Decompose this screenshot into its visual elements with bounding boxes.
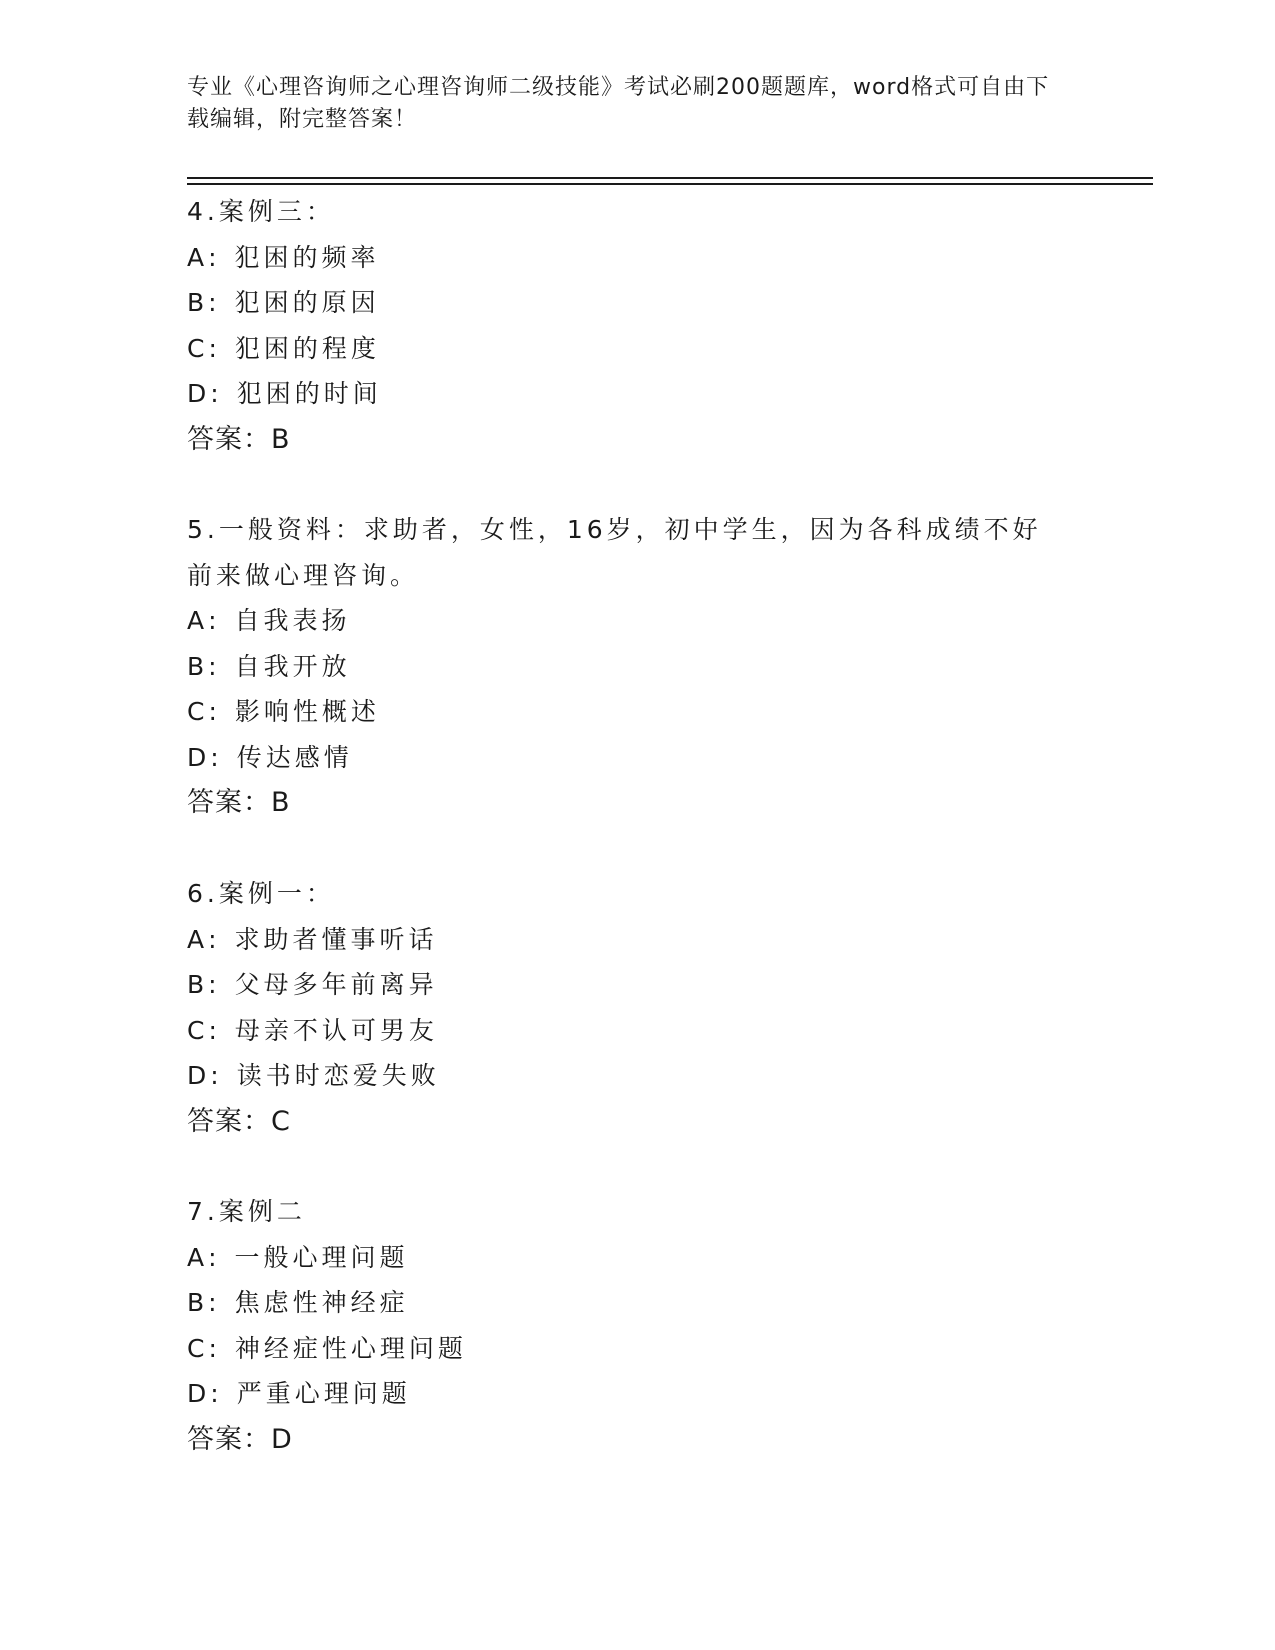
question-stem: 5.一般资料：求助者，女性，16岁，初中学生，因为各科成绩不好前来做心理咨询。 [187,515,1042,590]
option-b [187,280,1067,326]
option-letter: D [187,1379,211,1408]
option-text: 求助者懂事听话 [234,924,438,954]
option-letter: D [187,379,211,408]
option-separator: : [208,606,221,635]
option-text: 父母多年前离异 [234,970,438,999]
answer-line: 答案：C [187,1105,291,1137]
option-letter: D [187,742,211,772]
question-stem: 6.案例一： [187,879,335,908]
option-separator: : [208,288,221,317]
option-separator: : [208,1015,221,1045]
option-text: 焦虑性神经症 [234,1288,409,1317]
option-letter: C [187,697,209,726]
option-letter: C [187,333,209,363]
option-separator: : [208,242,221,272]
question-block [187,1189,1067,1463]
header-divider-bottom [187,183,1153,185]
option-letter: B [187,651,209,681]
option-separator: : [210,1061,223,1090]
option-c [187,1008,1067,1054]
option-a [187,1235,1067,1281]
document-header: 专业《心理咨询师之心理咨询师二级技能》考试必刷200题题库，word格式可自由下载编辑，附完整答案！ [187,75,1050,132]
question-stem: 7.案例二 [187,1197,306,1226]
option-separator: : [210,379,223,408]
option-letter: D [187,1061,211,1090]
option-d [187,1053,1067,1099]
option-c [187,1326,1067,1372]
option-text: 严重心理问题 [236,1379,411,1408]
option-letter: B [187,288,209,317]
option-separator: : [208,924,221,954]
option-text: 自我表扬 [234,606,351,635]
header-divider-top [187,177,1153,179]
option-letter: A [187,242,209,272]
option-separator: : [208,970,221,999]
question-stem: 4.案例三： [187,197,335,226]
option-letter: C [187,1333,209,1363]
option-letter: B [187,970,209,999]
option-text: 犯困的时间 [236,379,382,408]
option-text: 犯困的原因 [234,288,380,317]
option-letter: A [187,1242,209,1272]
option-text: 传达感情 [236,742,353,772]
option-separator: : [208,1288,221,1317]
answer-line: 答案：D [187,1423,293,1455]
question-block [187,871,1067,1145]
question-block [187,507,1067,826]
option-d [187,735,1067,781]
option-letter: A [187,606,209,635]
option-text: 犯困的频率 [234,242,380,272]
option-a [187,917,1067,963]
option-a [187,598,1067,644]
option-b [187,1280,1067,1326]
option-d [187,371,1067,417]
option-separator: : [210,1379,223,1408]
option-text: 一般心理问题 [234,1242,409,1272]
answer-line: 答案：B [187,423,291,455]
option-separator: : [208,1242,221,1272]
option-c [187,326,1067,372]
option-text: 神经症性心理问题 [234,1333,467,1363]
option-separator: : [210,742,223,772]
option-text: 母亲不认可男友 [234,1015,438,1045]
option-a [187,235,1067,281]
option-text: 影响性概述 [234,697,380,726]
option-separator: : [208,333,221,363]
option-separator: : [208,651,221,681]
option-letter: B [187,1288,209,1317]
option-separator: : [208,1333,221,1363]
option-letter: C [187,1015,209,1045]
answer-line: 答案：B [187,787,291,818]
option-letter: A [187,924,209,954]
option-text: 犯困的程度 [234,333,380,363]
option-separator: : [208,697,221,726]
option-b [187,962,1067,1008]
option-b [187,644,1067,690]
option-text: 读书时恋爱失败 [236,1061,440,1090]
option-text: 自我开放 [234,651,351,681]
question-block [187,189,1067,463]
option-d [187,1371,1067,1417]
option-c [187,689,1067,735]
